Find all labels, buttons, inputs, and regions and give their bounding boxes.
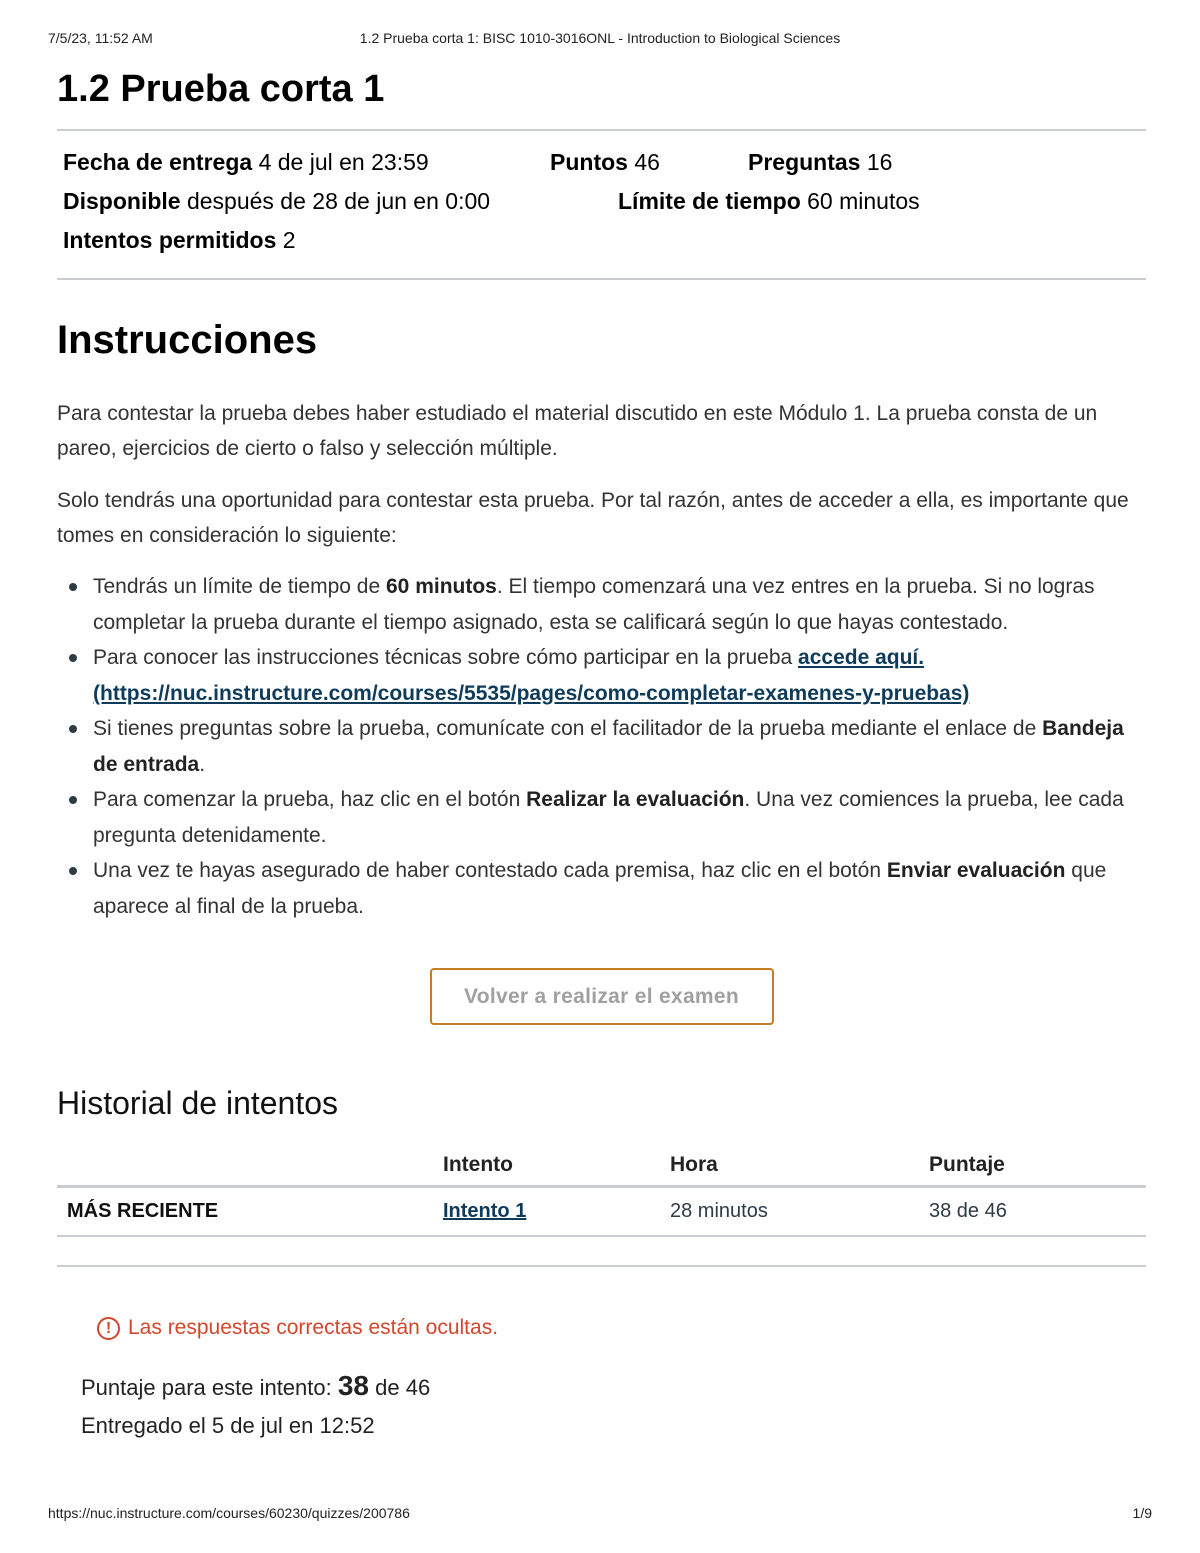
list-item: Para conocer las instrucciones técnicas sobre cómo participar en la prueba accede aquí. (https://nuc.instructure.com/courses/5535/pages/como-completar-examenes-y-pruebas) bbox=[93, 640, 1146, 711]
attempt-link[interactable]: Intento 1 bbox=[443, 1200, 527, 1222]
time-limit: Límite de tiempo 60 minutos bbox=[618, 188, 920, 214]
due-date: Fecha de entrega 4 de jul en 23:59 bbox=[63, 149, 429, 175]
print-page-title: 1.2 Prueba corta 1: BISC 1010-3016ONL - Introduction to Biological Sciences bbox=[359, 30, 841, 46]
attempt-history-heading: Historial de intentos bbox=[57, 1085, 339, 1121]
attempt-label: MÁS RECIENTE bbox=[57, 1187, 443, 1237]
column-header: Hora bbox=[670, 1145, 929, 1187]
attempt-score-summary: Puntaje para este intento: 38 de 46 bbox=[81, 1370, 431, 1401]
print-url: https://nuc.instructure.com/courses/60230/quizzes/200786 bbox=[48, 1505, 410, 1521]
print-footer bbox=[48, 1505, 1152, 1525]
divider bbox=[57, 1265, 1146, 1267]
hidden-answers-notice: ! Las respuestas correctas están ocultas. bbox=[97, 1313, 1146, 1343]
quiz-title: 1.2 Prueba corta 1 bbox=[57, 68, 385, 110]
attempt-score: 38 de 46 bbox=[929, 1187, 1146, 1237]
bullet-icon bbox=[69, 583, 77, 591]
list-item: Tendrás un límite de tiempo de 60 minutos. El tiempo comenzará una vez entres en la prueba. Si no logras completar la prueba durante el tiempo asignado, esta se calificará según lo que hayas contestado. bbox=[93, 569, 1146, 640]
print-header bbox=[48, 30, 1152, 50]
column-header: Puntaje bbox=[929, 1145, 1146, 1187]
quiz-content bbox=[57, 66, 1146, 1443]
instructions-paragraph: Solo tendrás una oportunidad para contestar esta prueba. Por tal razón, antes de acceder a ella, es importante que tomes en consideración lo siguiente: bbox=[57, 489, 1129, 547]
instructions-link[interactable]: accede aquí. (https://nuc.instructure.com/courses/5535/pages/como-completar-examenes-y-pruebas) bbox=[93, 646, 970, 705]
list-item: Si tienes preguntas sobre la prueba, comunícate con el facilitador de la prueba mediante el enlace de Bandeja de entrada. bbox=[93, 711, 1146, 782]
allowed-attempts: Intentos permitidos 2 bbox=[63, 227, 296, 253]
instructions-paragraph: Para contestar la prueba debes haber estudiado el material discutido en este Módulo 1. La prueba consta de un pareo, ejercicios de cierto o falso y selección múltiple. bbox=[57, 402, 1098, 460]
retake-quiz-button[interactable]: Volver a realizar el examen bbox=[430, 968, 774, 1025]
quiz-details bbox=[57, 131, 1146, 278]
table-header-row bbox=[57, 1145, 1146, 1187]
bullet-icon bbox=[69, 796, 77, 804]
instructions-heading: Instrucciones bbox=[57, 318, 318, 362]
available-from: Disponible después de 28 de jun en 0:00 bbox=[63, 188, 491, 214]
instructions-list bbox=[57, 569, 1146, 924]
attempt-history-table bbox=[57, 1145, 1146, 1237]
bullet-icon bbox=[69, 867, 77, 875]
bullet-icon bbox=[69, 654, 77, 662]
points: Puntos 46 bbox=[550, 149, 660, 175]
attempt-time: 28 minutos bbox=[670, 1187, 929, 1237]
table-row bbox=[57, 1187, 1146, 1237]
divider bbox=[57, 278, 1146, 280]
warning-icon: ! bbox=[97, 1317, 120, 1340]
column-header: Intento bbox=[443, 1145, 670, 1187]
list-item: Para comenzar la prueba, haz clic en el botón Realizar la evaluación. Una vez comiences la prueba, lee cada pregunta detenidamente. bbox=[93, 782, 1146, 853]
page-number: 1/9 bbox=[1132, 1505, 1152, 1521]
list-item: Una vez te hayas asegurado de haber contestado cada premisa, haz clic en el botón Enviar evaluación que aparece al final de la prueba. bbox=[93, 853, 1146, 924]
submitted-date: Entregado el 5 de jul en 12:52 bbox=[81, 1413, 375, 1438]
questions-count: Preguntas 16 bbox=[748, 149, 893, 175]
bullet-icon bbox=[69, 725, 77, 733]
column-header bbox=[57, 1145, 443, 1187]
print-date: 7/5/23, 11:52 AM bbox=[48, 30, 153, 46]
